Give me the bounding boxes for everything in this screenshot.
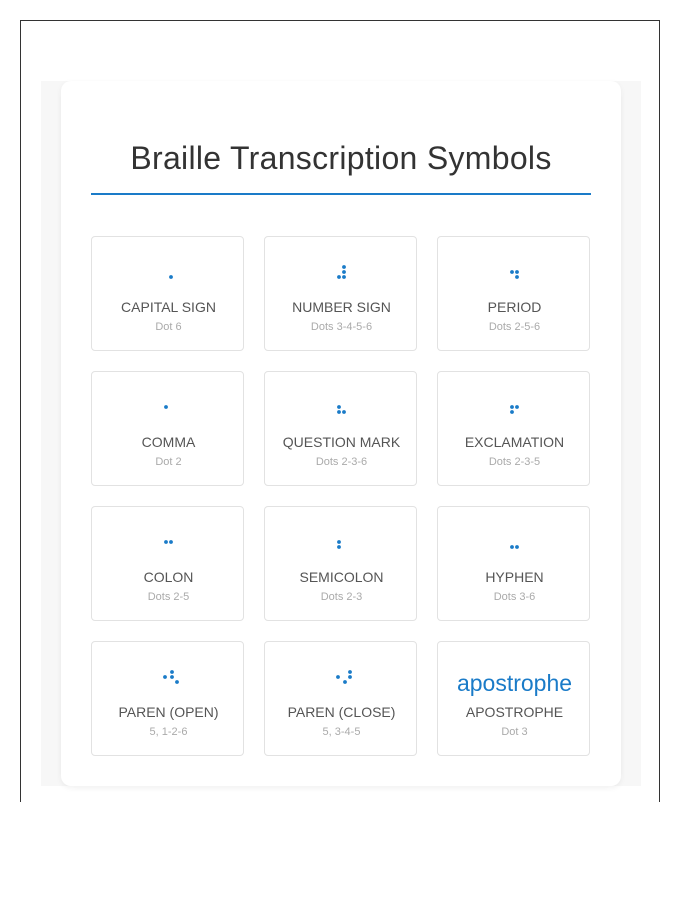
symbol-dots: Dots 2-5	[147, 591, 190, 603]
symbol-dots: 5, 1-2-6	[149, 726, 188, 738]
braille-dot-2	[164, 405, 168, 409]
braille-dot-6	[342, 275, 346, 279]
braille-cell-icon	[265, 257, 418, 287]
symbol-name: PAREN (CLOSE)	[287, 704, 396, 720]
braille-dot-6	[515, 545, 519, 549]
symbol-tile[interactable]	[437, 371, 590, 486]
symbols-grid	[91, 236, 591, 756]
braille-dot-3	[510, 410, 514, 414]
braille-dot-2	[337, 540, 341, 544]
symbol-tile[interactable]	[91, 641, 244, 756]
braille-cell-icon	[92, 527, 245, 557]
braille-dot-2	[337, 405, 341, 409]
braille-dot-3	[337, 410, 341, 414]
braille-dot-2	[510, 405, 514, 409]
symbol-name: PAREN (OPEN)	[118, 704, 219, 720]
braille-cell-icon	[92, 257, 245, 287]
symbol-name: EXCLAMATION	[464, 434, 565, 450]
symbol-tile[interactable]	[91, 236, 244, 351]
braille-dot-2	[170, 675, 174, 679]
symbol-tile[interactable]	[264, 236, 417, 351]
symbol-dots: Dots 2-3-6	[315, 456, 368, 468]
braille-dot-5	[515, 270, 519, 274]
symbol-tile[interactable]	[91, 371, 244, 486]
symbol-dots: Dot 3	[501, 726, 528, 738]
page-title: Braille Transcription Symbols	[130, 140, 552, 176]
symbol-tile[interactable]	[264, 641, 417, 756]
braille-cell-icon	[265, 662, 418, 692]
braille-dot-6	[515, 275, 519, 279]
braille-cell-icon	[92, 392, 245, 422]
braille-dot-6	[175, 680, 179, 684]
symbol-dots: Dots 2-3-5	[488, 456, 541, 468]
symbol-dots: Dots 2-3	[320, 591, 363, 603]
braille-dot-5	[169, 540, 173, 544]
symbol-name: CAPITAL SIGN	[121, 299, 216, 315]
symbol-name: QUESTION MARK	[282, 434, 401, 450]
symbol-tile[interactable]	[437, 506, 590, 621]
symbol-text: apostrophe	[456, 670, 573, 696]
braille-cell-icon	[438, 392, 591, 422]
braille-dot-3	[343, 680, 347, 684]
braille-dot-2	[164, 540, 168, 544]
symbol-name: SEMICOLON	[299, 569, 384, 585]
braille-dot-5	[348, 675, 352, 679]
symbol-tile[interactable]	[437, 641, 590, 756]
braille-dot-4	[348, 670, 352, 674]
braille-dot-5	[336, 675, 340, 679]
braille-dot-5	[163, 675, 167, 679]
symbol-dots: Dots 2-5-6	[488, 321, 541, 333]
braille-dot-6	[169, 275, 173, 279]
braille-dot-2	[510, 270, 514, 274]
symbol-name: PERIOD	[487, 299, 542, 315]
symbol-dots: Dot 6	[155, 321, 182, 333]
symbol-dots: 5, 3-4-5	[322, 726, 361, 738]
symbol-name: COLON	[143, 569, 194, 585]
symbol-dots: Dot 2	[155, 456, 182, 468]
symbol-dots: Dots 3-4-5-6	[310, 321, 373, 333]
braille-dot-3	[337, 275, 341, 279]
symbol-name: COMMA	[141, 434, 196, 450]
braille-cell-icon	[438, 527, 591, 557]
braille-dot-5	[342, 270, 346, 274]
braille-dot-6	[342, 410, 346, 414]
braille-cell-icon	[92, 662, 245, 692]
symbol-tile[interactable]	[264, 371, 417, 486]
braille-dot-1	[170, 670, 174, 674]
symbol-tile[interactable]	[91, 506, 244, 621]
braille-dot-3	[510, 545, 514, 549]
symbol-tile[interactable]	[437, 236, 590, 351]
braille-cell-icon	[265, 392, 418, 422]
braille-dot-3	[337, 545, 341, 549]
braille-cell-icon	[438, 257, 591, 287]
title-underline	[91, 193, 591, 195]
braille-cell-icon	[265, 527, 418, 557]
symbol-name: APOSTROPHE	[465, 704, 564, 720]
braille-dot-5	[515, 405, 519, 409]
symbol-name: NUMBER SIGN	[292, 299, 391, 315]
symbol-dots: Dots 3-6	[493, 591, 536, 603]
braille-dot-4	[342, 265, 346, 269]
symbol-name: HYPHEN	[485, 569, 544, 585]
symbol-tile[interactable]	[264, 506, 417, 621]
